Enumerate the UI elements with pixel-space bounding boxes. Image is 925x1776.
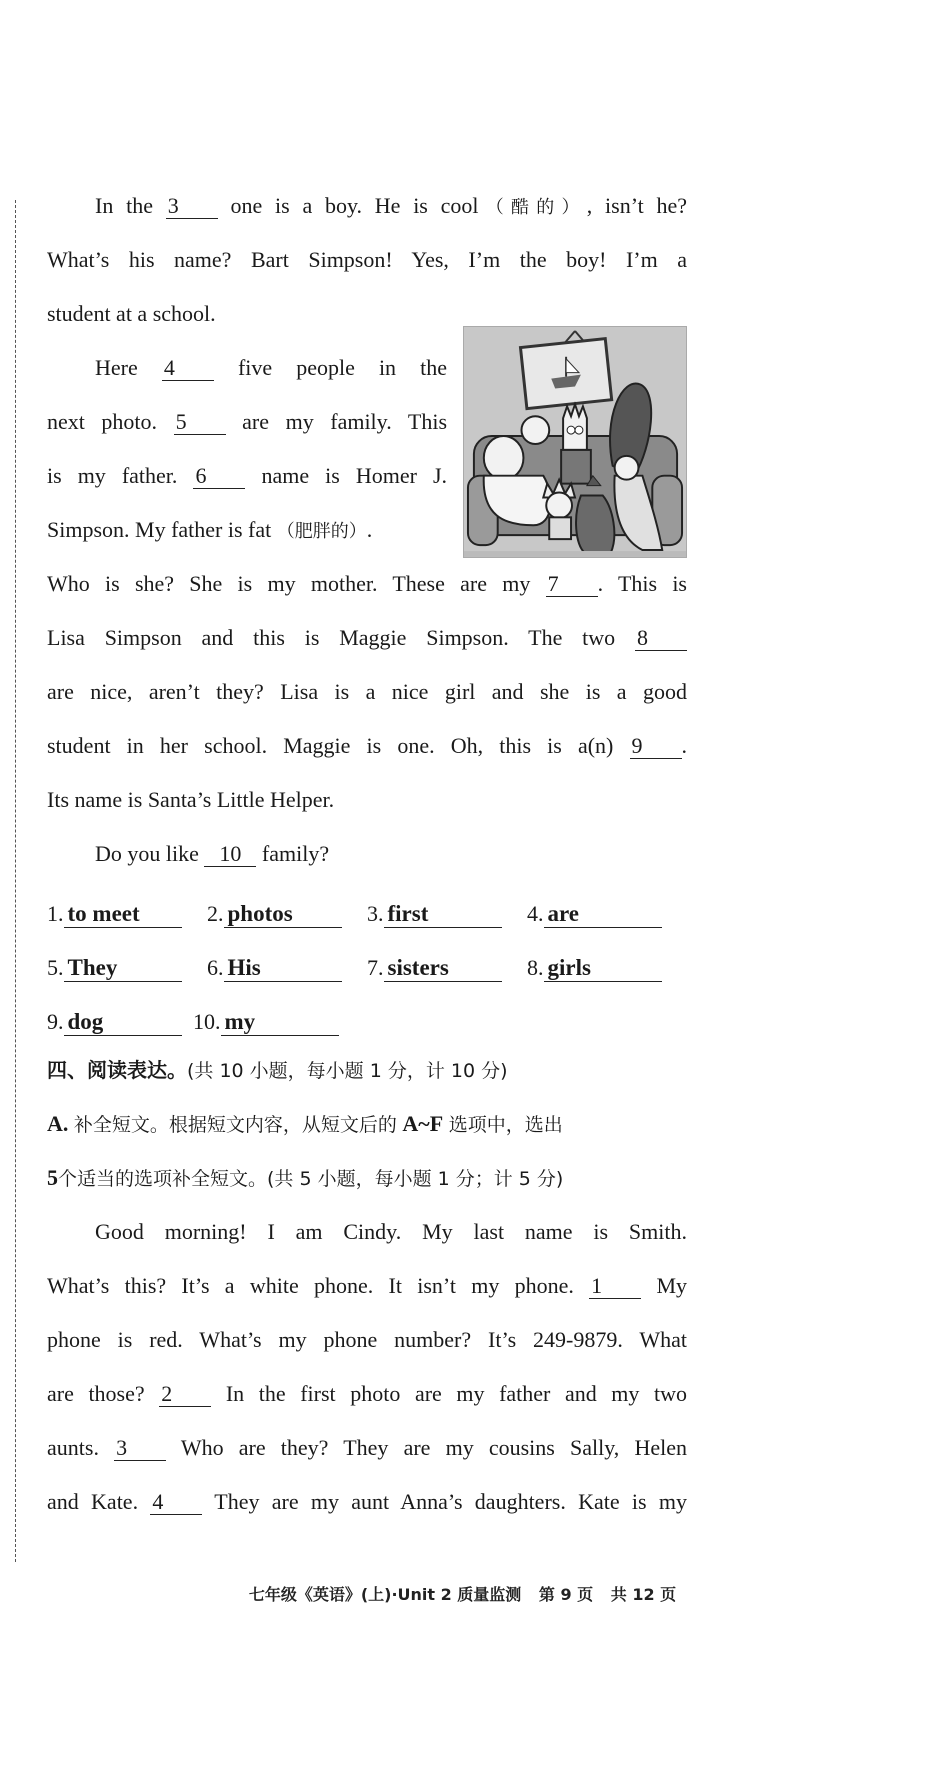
answer-item: 2. photos: [207, 892, 342, 928]
answer-field[interactable]: dog: [64, 1009, 182, 1036]
section4-partA-instruction-2: 5个适当的选项补全短文。(共 5 小题，每小题 1 分；计 5 分): [47, 1165, 564, 1190]
passage1-line-7: Simpson. My father is fat （肥胖的）.: [47, 517, 373, 542]
footer-page-number: 第 9 页: [538, 1585, 594, 1604]
blank-4: 4: [162, 356, 214, 381]
family-cartoon-icon: [464, 327, 686, 557]
blank-6: 6: [193, 464, 245, 489]
passage1-line-2: What’s his name? Bart Simpson! Yes, I’m the boy! I’m a: [47, 247, 687, 272]
answer-field[interactable]: sisters: [384, 955, 502, 982]
blank-4: 4: [150, 1490, 202, 1515]
passage2-line-3: phone is red. What’s my phone number? It’s 249-9879. What: [47, 1327, 687, 1352]
passage2-line-5: aunts. 3 Who are they? They are my cousins Sally, Helen: [47, 1435, 687, 1460]
blank-5: 5: [174, 410, 226, 435]
footer-title: 七年级《英语》(上)·Unit 2 质量监测: [248, 1585, 522, 1604]
answer-row-2: [47, 946, 687, 986]
passage2-line-1: Good morning! I am Cindy. My last name is Smith.: [95, 1219, 687, 1244]
passage1-line-12: Its name is Santa’s Little Helper.: [47, 787, 335, 812]
answer-field[interactable]: my: [221, 1009, 339, 1036]
answer-field[interactable]: girls: [544, 955, 662, 982]
answer-item: 7. sisters: [367, 946, 502, 982]
binding-cut-line: [15, 200, 16, 1562]
passage1-line-10: are nice, aren’t they? Lisa is a nice girl and she is a good: [47, 679, 687, 704]
passage1-line-5: next photo. 5 are my family. This: [47, 409, 448, 434]
passage1-line-4: Here 4 five people in the: [95, 355, 448, 380]
passage2-line-6: and Kate. 4 They are my aunt Anna’s daughters. Kate is my: [47, 1489, 687, 1514]
answer-row-1: [47, 892, 687, 932]
passage1-line-6: is my father. 6 name is Homer J.: [47, 463, 448, 488]
blank-8: 8: [635, 626, 687, 651]
answer-item: 1. to meet: [47, 892, 182, 928]
section4-heading: 四、阅读表达。(共 10 小题，每小题 1 分，计 10 分): [47, 1058, 508, 1082]
passage1-line-8: Who is she? She is my mother. These are my 7 . This is: [47, 571, 687, 596]
answer-field[interactable]: They: [64, 955, 182, 982]
answer-row-3: [47, 1000, 687, 1040]
blank-2: 2: [159, 1382, 211, 1407]
blank-3: 3: [114, 1436, 166, 1461]
page-footer: [0, 1582, 925, 1605]
simpsons-family-picture: [463, 326, 687, 558]
passage2-line-4: are those? 2 In the first photo are my father and my two: [47, 1381, 688, 1406]
answer-field[interactable]: to meet: [64, 901, 182, 928]
answer-item: 10. my: [193, 1000, 339, 1036]
answer-field[interactable]: His: [224, 955, 342, 982]
passage1-line-1: In the 3 one is a boy. He is cool（酷的）, isn’t he?: [95, 193, 688, 218]
answer-field[interactable]: are: [544, 901, 662, 928]
blank-7: 7: [546, 572, 598, 597]
passage1-line-9: Lisa Simpson and this is Maggie Simpson. The two 8: [47, 622, 687, 654]
answer-item: 4. are: [527, 892, 662, 928]
answer-item: 6. His: [207, 946, 342, 982]
answer-field[interactable]: first: [384, 901, 502, 928]
blank-3: 3: [166, 194, 218, 219]
passage1-line-3: student at a school.: [47, 301, 216, 326]
answer-item: 3. first: [367, 892, 502, 928]
blank-1: 1: [589, 1274, 641, 1299]
blank-10: 10: [204, 842, 256, 867]
footer-total-pages: 共 12 页: [610, 1585, 677, 1604]
answer-item: 9. dog: [47, 1000, 182, 1036]
passage2-line-2: What’s this? It’s a white phone. It isn’t my phone. 1 My: [47, 1273, 688, 1298]
passage1-line-13: Do you like 10 family?: [95, 841, 330, 866]
section4-partA-instruction: A. 补全短文。根据短文内容，从短文后的 A~F 选项中，选出: [47, 1111, 563, 1136]
answer-item: 8. girls: [527, 946, 662, 982]
answer-item: 5. They: [47, 946, 182, 982]
passage1-line-11: student in her school. Maggie is one. Oh, this is a(n) 9 .: [47, 733, 688, 758]
blank-9: 9: [630, 734, 682, 759]
answer-field[interactable]: photos: [224, 901, 342, 928]
